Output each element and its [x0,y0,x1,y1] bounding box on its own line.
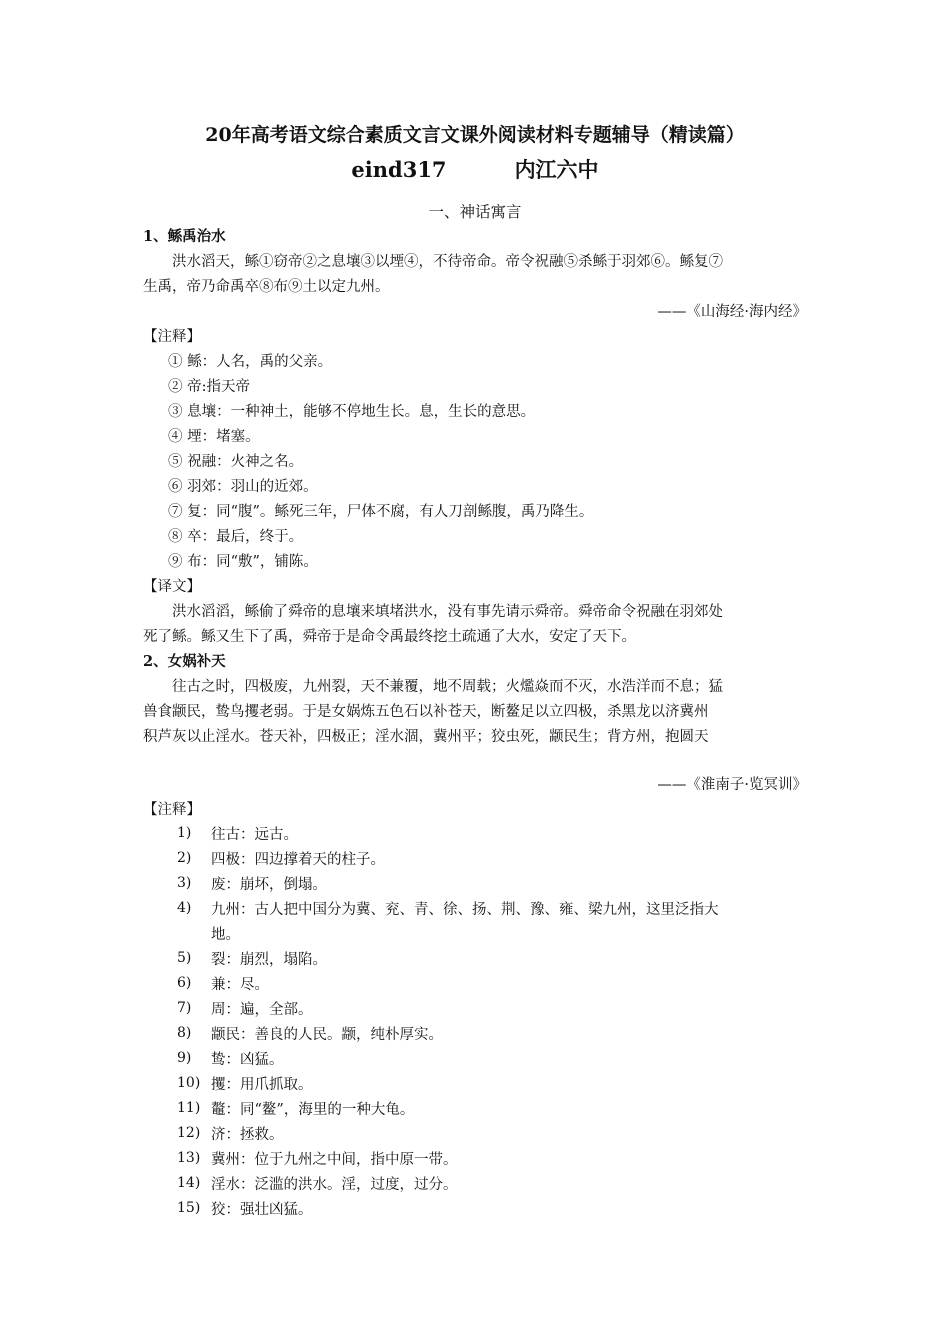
story2-notes-label: 【注释】 [143,802,201,818]
note-text: 废：崩坏，倒塌。 [211,877,327,893]
story1-notes-label: 【注释】 [143,329,201,345]
story1-note: ② 帝:指天帝 [168,379,250,395]
note-number: 1) [177,825,192,841]
section-heading: 一、神话寓言 [428,203,522,221]
note-number: 14) [177,1175,201,1191]
note-text: 九州：古人把中国分为冀、兖、青、徐、扬、荆、豫、雍、梁九州，这里泛指大 [211,902,719,918]
note-text-continuation: 地。 [211,927,240,943]
note-text: 淫水：泛滥的洪水。淫，过度，过分。 [211,1177,458,1193]
school-name: 内江六中 [514,157,599,182]
story2-text-line: 积芦灰以止淫水。苍天补，四极正；淫水涸，冀州平；狡虫死，颛民生；背方州，抱圆天 [143,729,709,745]
note-number: 15) [177,1200,201,1216]
story2-source: ——《淮南子·览冥训》 [657,777,807,793]
story1-text-line: 生禹，帝乃命禹卒⑧布⑨土以定九州。 [143,279,390,295]
note-number: 11) [177,1100,201,1116]
story1-note: ⑤ 祝融：火神之名。 [168,454,304,470]
story2-text-line: 往古之时，四极废，九州裂，天不兼覆，地不周载；火爁焱而不灭，水浩洋而不息；猛 [172,679,723,695]
story1-heading: 1、鲧禹治水 [143,228,226,245]
note-number: 9) [177,1050,192,1066]
note-number: 3) [177,875,192,891]
note-text: 济：拯救。 [211,1127,284,1143]
story1-translation-line: 死了鲧。鲧又生下了禹，舜帝于是命令禹最终挖土疏通了大水，安定了天下。 [143,629,636,645]
note-number: 8) [177,1025,192,1041]
story1-note: ⑦ 复：同“腹”。鲧死三年，尸体不腐，有人刀剖鲧腹，禹乃降生。 [168,504,594,520]
story1-source: ——《山海经·海内经》 [657,304,807,320]
note-number: 6) [177,975,192,991]
document-subtitle [0,157,950,182]
note-number: 12) [177,1125,201,1141]
story1-translation-label: 【译文】 [143,579,201,595]
note-number: 5) [177,950,192,966]
note-number: 2) [177,850,192,866]
story1-note: ⑧ 卒：最后，终于。 [168,529,304,545]
note-text: 攫：用爪抓取。 [211,1077,313,1093]
note-text: 兼：尽。 [211,977,269,993]
story1-note: ⑥ 羽郊：羽山的近郊。 [168,479,318,495]
document-code: eind317 [351,157,447,182]
note-number: 13) [177,1150,201,1166]
story1-note: ④ 堙：堵塞。 [168,429,260,445]
note-text: 四极：四边撑着天的柱子。 [211,852,385,868]
story1-note: ① 鲧：人名，禹的父亲。 [168,354,333,370]
story2-text-line: 兽食颛民，鸷鸟攫老弱。于是女娲炼五色石以补苍天，断鳌足以立四极，杀黑龙以济冀州 [143,704,709,720]
note-text: 冀州：位于九州之中间，指中原一带。 [211,1152,458,1168]
note-number: 4) [177,900,192,916]
story1-translation-line: 洪水滔滔，鲧偷了舜帝的息壤来填堵洪水，没有事先请示舜帝。舜帝命令祝融在羽郊处 [172,604,723,620]
story1-note: ③ 息壤：一种神土，能够不停地生长。息，生长的意思。 [168,404,536,420]
note-text: 裂：崩烈，塌陷。 [211,952,327,968]
note-text: 狡：强壮凶猛。 [211,1202,313,1218]
note-text: 鸷：凶猛。 [211,1052,284,1068]
story2-heading: 2、女娲补天 [143,653,226,670]
note-text: 周：遍，全部。 [211,1002,313,1018]
document-title: 20年高考语文综合素质文言文课外阅读材料专题辅导（精读篇） [205,124,745,146]
note-text: 颛民：善良的人民。颛，纯朴厚实。 [211,1027,443,1043]
story1-text-line: 洪水滔天，鲧①窃帝②之息壤③以堙④，不待帝命。帝令祝融⑤杀鲧于羽郊⑥。鲧复⑦ [172,254,723,270]
note-text: 往古：远古。 [211,827,298,843]
note-text: 鼇：同“鳌”，海里的一种大龟。 [211,1102,415,1118]
story1-note: ⑨ 布：同“敷”，铺陈。 [168,554,318,570]
note-number: 10) [177,1075,201,1091]
note-number: 7) [177,1000,192,1016]
